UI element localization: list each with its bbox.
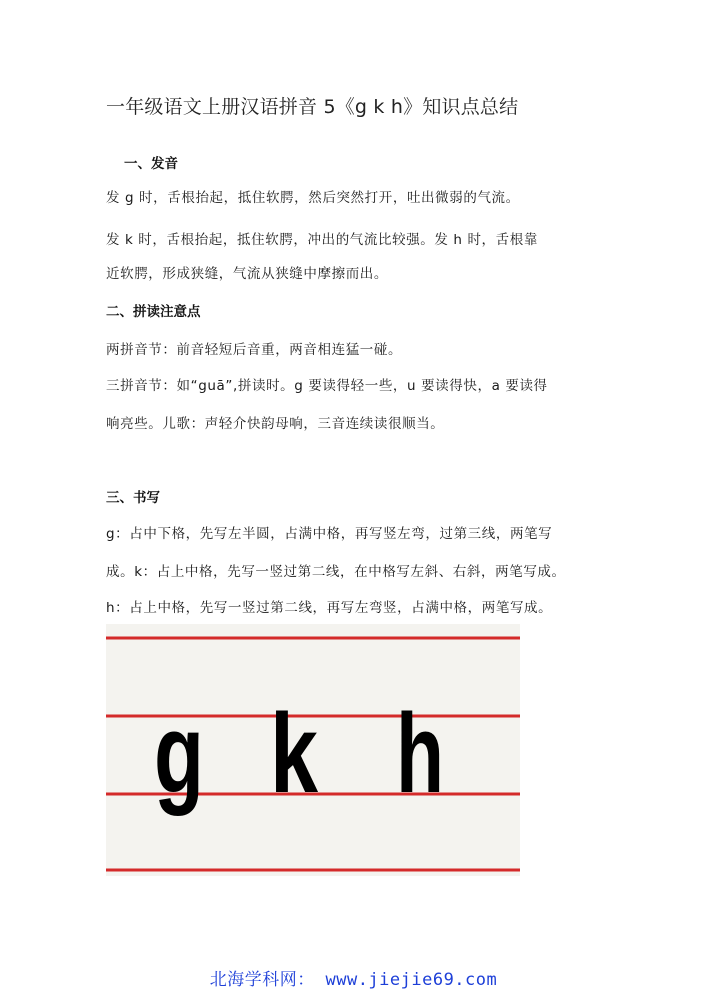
letter-h: h bbox=[396, 691, 444, 816]
text-line: 近软腭，形成狭缝，气流从狭缝中摩擦而出。 bbox=[106, 266, 388, 282]
text-line: 两拼音节：前音轻短后音重，两音相连猛一碰。 bbox=[106, 342, 403, 358]
letter-g: g bbox=[154, 691, 204, 816]
pinyin-grid-svg bbox=[106, 624, 520, 876]
text-line: 成。k：占上中格，先写一竖过第二线，在中格写左斜、右斜，两笔写成。 bbox=[106, 564, 566, 580]
text-line: h：占上中格，先写一竖过第二线，再写左弯竖，占满中格，两笔写成。 bbox=[106, 600, 553, 616]
section-heading-writing: 三、书写 bbox=[106, 490, 160, 506]
footer-watermark-link[interactable]: 北海学科网： www.jiejie69.com bbox=[209, 970, 498, 990]
section-heading-pronunciation: 一、发音 bbox=[124, 156, 178, 172]
text-line: g：占中下格，先写左半圆，占满中格，再写竖左弯，过第三线，两笔写 bbox=[106, 526, 553, 542]
section-heading-reading-notes: 二、拼读注意点 bbox=[106, 304, 201, 320]
page-title: 一年级语文上册汉语拼音 5《g k h》知识点总结 bbox=[106, 96, 519, 118]
text-line: 发 k 时，舌根抬起，抵住软腭，冲出的气流比较强。发 h 时，舌根靠 bbox=[106, 232, 538, 248]
text-line: 发 g 时，舌根抬起，抵住软腭，然后突然打开，吐出微弱的气流。 bbox=[106, 190, 520, 206]
pinyin-grid-illustration bbox=[106, 624, 520, 876]
text-line: 三拼音节：如“guā”,拼读时。g 要读得轻一些，u 要读得快，a 要读得 bbox=[106, 378, 548, 394]
text-line: 响亮些。儿歌：声轻介快韵母响，三音连续读很顺当。 bbox=[106, 416, 445, 432]
letter-k: k bbox=[270, 691, 319, 816]
